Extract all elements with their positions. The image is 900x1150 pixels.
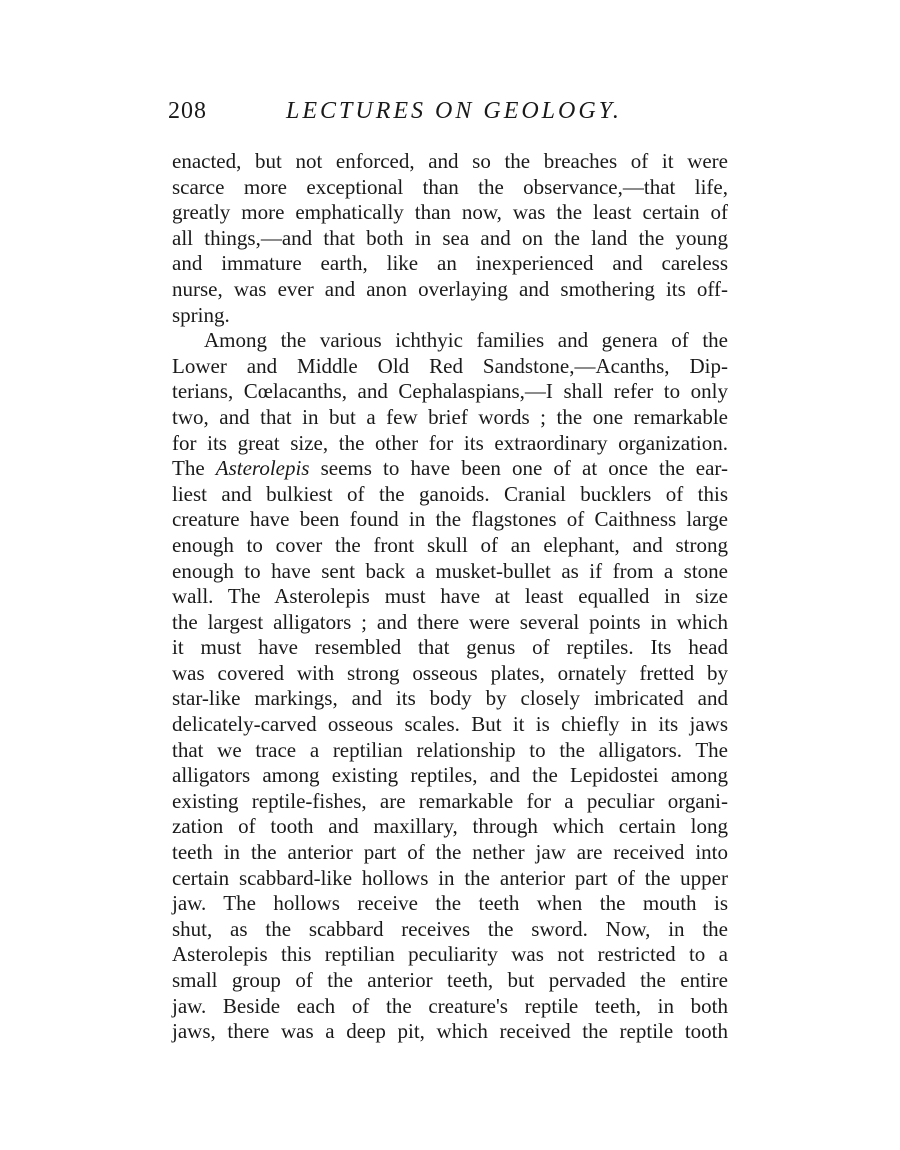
text-line	[172, 456, 728, 482]
text-line: liest and bulkiest of the ganoids. Cranial bucklers of this	[172, 481, 728, 506]
text-line: existing reptile-fishes, are remarkable for a peculiar organi-	[172, 788, 728, 813]
text-line: Asterolepis this reptilian peculiarity was not restricted to a	[172, 942, 728, 967]
text-line: greatly more emphatically than now, was the least certain of	[172, 200, 728, 225]
text-line: spring.	[172, 302, 230, 327]
paragraph-start-line: Among the various ichthyic families and genera of the	[204, 328, 728, 353]
text-line: all things,—and that both in sea and on the land the young	[172, 225, 728, 250]
text-line: teeth in the anterior part of the nether jaw are received into	[172, 840, 728, 865]
text-segment: The	[172, 456, 216, 481]
text-line: and immature earth, like an inexperienced and careless	[172, 251, 728, 276]
running-title: LECTURES ON GEOLOGY.	[286, 98, 622, 124]
page-number: 208	[168, 98, 207, 124]
text-line: Lower and Middle Old Red Sandstone,—Acanths, Dip-	[172, 353, 728, 378]
text-line: the largest alligators ; and there were several points in which	[172, 609, 728, 634]
text-line: certain scabbard-like hollows in the anterior part of the upper	[172, 865, 728, 890]
text-line: zation of tooth and maxillary, through which certain long	[172, 814, 728, 839]
text-line: delicately-carved osseous scales. But it is chiefly in its jaws	[172, 712, 728, 737]
text-line: jaw. Beside each of the creature's reptile teeth, in both	[172, 993, 728, 1018]
text-line: that we trace a reptilian relationship to the alligators. The	[172, 737, 728, 762]
text-line: nurse, was ever and anon overlaying and smothering its off-	[172, 276, 728, 301]
text-line: enough to have sent back a musket-bullet as if from a stone	[172, 558, 728, 583]
running-head	[168, 98, 728, 134]
italic-term: Asterolepis	[215, 456, 310, 481]
text-line: enough to cover the front skull of an elephant, and strong	[172, 532, 728, 557]
text-line: alligators among existing reptiles, and the Lepidostei among	[172, 763, 728, 788]
text-line: jaws, there was a deep pit, which received the reptile tooth	[172, 1019, 728, 1044]
text-line: wall. The Asterolepis must have at least equalled in size	[172, 584, 728, 609]
text-line: creature have been found in the flagstones of Caithness large	[172, 507, 728, 532]
text-line: shut, as the scabbard receives the sword. Now, in the	[172, 916, 728, 941]
text-line: star-like markings, and its body by closely imbricated and	[172, 686, 728, 711]
text-line: terians, Cœlacanths, and Cephalaspians,—I shall refer to only	[172, 379, 728, 404]
text-line: enacted, but not enforced, and so the breaches of it were	[172, 149, 728, 173]
text-line: it must have resembled that genus of reptiles. Its head	[172, 635, 728, 660]
text-line: for its great size, the other for its extraordinary organization.	[172, 430, 728, 455]
text-line: scarce more exceptional than the observance,—that life,	[172, 174, 728, 199]
text-line: two, and that in but a few brief words ; the one remarkable	[172, 404, 728, 429]
body-text	[172, 149, 728, 1045]
text-line: was covered with strong osseous plates, ornately fretted by	[172, 660, 728, 685]
text-line: jaw. The hollows receive the teeth when the mouth is	[172, 891, 728, 916]
text-line: small group of the anterior teeth, but pervaded the entire	[172, 968, 728, 992]
text-segment: seems to have been one of at once the ear-	[309, 456, 728, 481]
